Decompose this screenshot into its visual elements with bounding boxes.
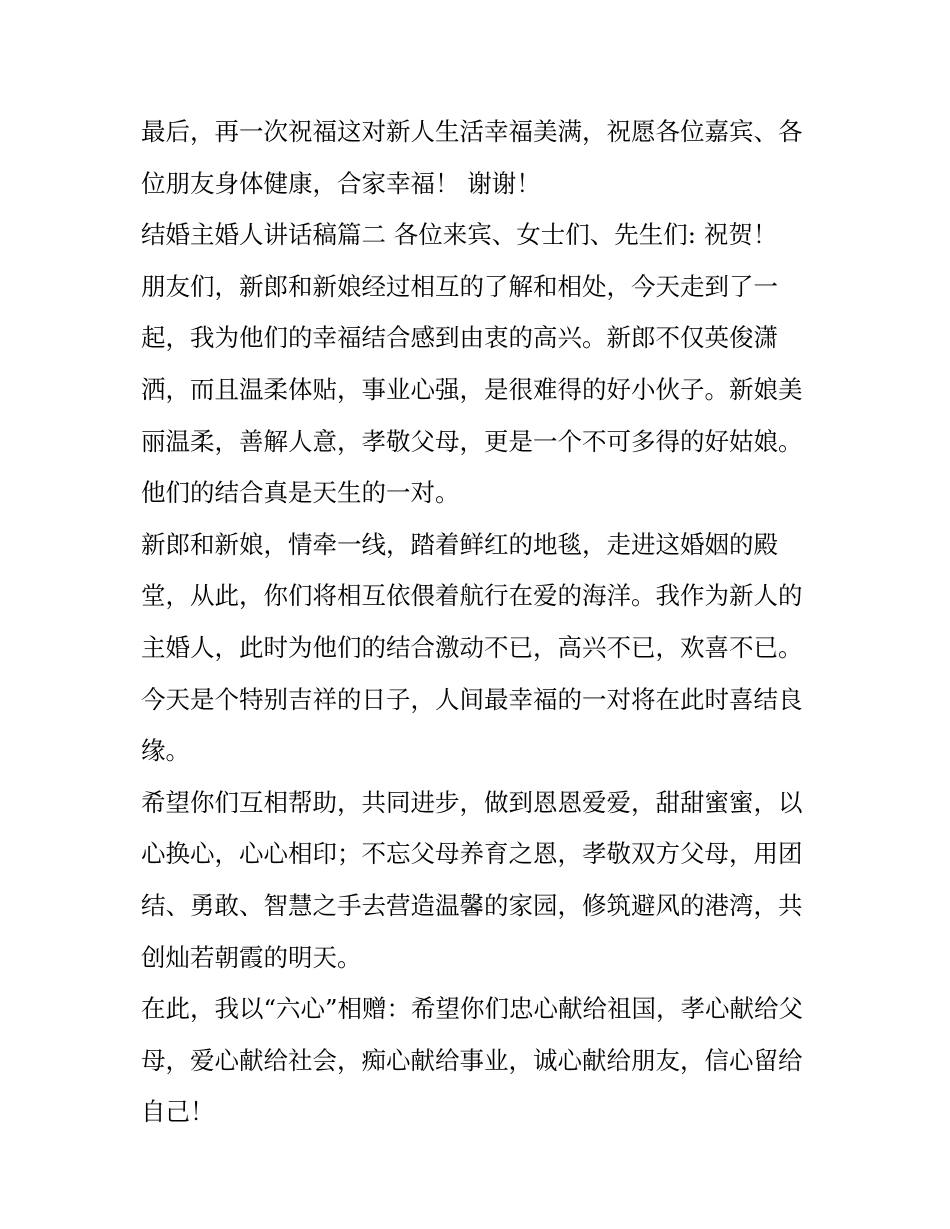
text-line: 希望你们互相帮助，共同进步，做到恩恩爱爱，甜甜蜜蜜，以: [141, 787, 803, 817]
text-line: 自己！: [141, 1097, 215, 1127]
text-line: 缘。: [141, 736, 190, 766]
paragraph-section-heading: [141, 209, 831, 261]
text-line: 母，爱心献给社会，痴心献给事业，诚心献给朋友，信心留给: [141, 1045, 803, 1075]
text-line: 朋友们，新郎和新娘经过相互的了解和相处，今天走到了一: [141, 271, 778, 301]
text-line: 结、勇敢、智慧之手去营造温馨的家园，修筑避风的港湾，共: [141, 890, 803, 920]
paragraph-six-hearts: [141, 983, 831, 1138]
text-line: 在此，我以“六心”相赠：希望你们忠心献给祖国，孝心献给父: [141, 994, 804, 1024]
paragraph-couple-praise: [141, 261, 831, 519]
text-line: 今天是个特别吉祥的日子，人间最幸福的一对将在此时喜结良: [141, 684, 803, 714]
text-line: 主婚人，此时为他们的结合激动不已，高兴不已，欢喜不已。: [141, 632, 803, 662]
text-line: 心换心，心心相印；不忘父母养育之恩，孝敬双方父母，用团: [141, 839, 803, 869]
text-line: 创灿若朝霞的明天。: [141, 942, 362, 972]
text-line: 堂，从此，你们将相互依偎着航行在爱的海洋。我作为新人的: [141, 581, 803, 611]
text-line: 丽温柔，善解人意，孝敬父母，更是一个不可多得的好姑娘。: [141, 426, 803, 456]
document-body: [141, 106, 831, 1138]
paragraph-wedding-hall: [141, 519, 831, 777]
text-line: 位朋友身体健康，合家幸福！ 谢谢！: [141, 168, 541, 198]
text-line: 他们的结合真是天生的一对。: [141, 478, 460, 508]
section-heading-line: 结婚主婚人讲话稿篇二 各位来宾、女士们、先生们: 祝贺！: [141, 220, 778, 250]
text-line: 最后，再一次祝福这对新人生活幸福美满，祝愿各位嘉宾、各: [141, 117, 803, 146]
paragraph-wishes: [141, 777, 831, 983]
text-line: 起，我为他们的幸福结合感到由衷的高兴。新郎不仅英俊潇: [141, 323, 778, 353]
text-line: 洒，而且温柔体贴，事业心强，是很难得的好小伙子。新娘美: [141, 374, 803, 404]
paragraph-closing-blessing: [141, 106, 831, 209]
text-line: 新郎和新娘，情牵一线，踏着鲜红的地毯，走进这婚姻的殿: [141, 529, 778, 559]
